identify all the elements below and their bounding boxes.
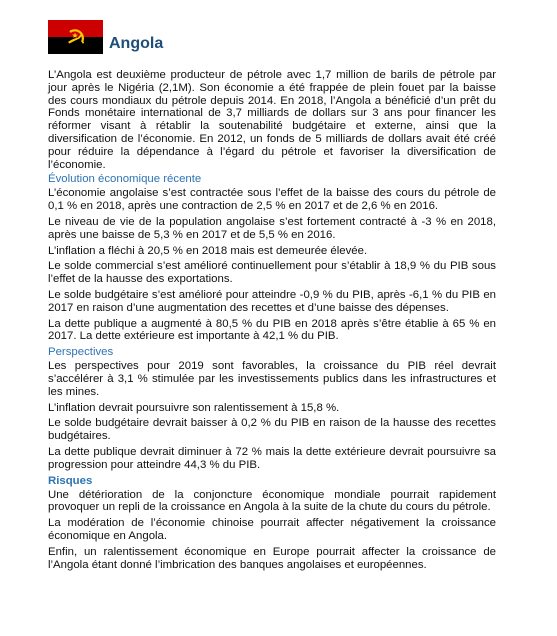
paragraph: La modération de l’économie chinoise pourrait affecter négativement la croissance économique en Angola. [48,517,496,542]
paragraph: L’économie angolaise s’est contractée sous l’effet de la baisse des cours du pétrole de 0,1 % en 2018, après une contraction de 2,5 % en 2017 et de 2,6 % en 2016. [48,187,496,213]
section-heading-evolution: Évolution économique récente [48,173,202,186]
angola-flag-icon [48,20,103,54]
paragraph: La dette publique devrait diminuer à 72 % mais la dette extérieure devrait poursuivre sa progression pour atteindre 44,3 % du PIB. [48,445,496,471]
section-heading-risques: Risques [48,474,93,487]
section-heading-perspectives: Perspectives [48,346,114,359]
paragraph: Le niveau de vie de la population angolaise s’est fortement contracté à -3 % en 2018, après une baisse de 5,3 % en 2017 et de 5,5 % en 2016. [48,215,496,241]
paragraph: L’inflation devrait poursuivre son ralentissement à 15,8 %. [48,401,340,414]
intro-paragraph: L’Angola est deuxième producteur de pétrole avec 1,7 million de barils de pétrole par jour après le Nigéria (2,1M). Son économie a été frappée de plein fouet par la baisse des cours mondiaux du pétrole depuis 2014. En 2018, l’Angola a bénéficié d’un prêt du Fonds monétaire international de 3,7 milliards de dollars sur 3 ans pour financer les réformer visant à rétablir la soutenabilité budgétaire et externe, ainsi que la diversification de l’économie. En 2012, un fonds de 5 milliards de dollars avait été créé pour réduire la dépendance à l’égard du pétrole et favoriser la diversification de l’économie. [48,69,496,171]
page-title: Angola [109,35,164,52]
paragraph: Le solde commercial s’est amélioré continuellement pour s’établir à 18,9 % du PIB sous l’effet de la hausse des exportations. [48,260,496,286]
paragraph: Le solde budgétaire devrait baisser à 0,2 % du PIB en raison de la hausse des recettes budgétaires. [48,417,496,443]
country-header [48,14,163,54]
paragraph: Les perspectives pour 2019 sont favorables, la croissance du PIB réel devrait s’accélérer à 3,1 % stimulée par les investissements publics dans les infrastructures et les mines. [48,360,496,398]
paragraph: Le solde budgétaire s’est amélioré pour atteindre -0,9 % du PIB, après -6,1 % du PIB en 2017 en raison d’une augmentation des recettes et d’une baisse des dépenses. [48,288,496,314]
report-body [48,69,496,574]
paragraph: Une détérioration de la conjoncture économique mondiale pourrait rapidement provoquer un repli de la croissance en Angola à la suite de la chute du cours du pétrole. [48,488,496,514]
paragraph: L’inflation a fléchi à 20,5 % en 2018 mais est demeurée élevée. [48,244,368,257]
paragraph: La dette publique a augmenté à 80,5 % du PIB en 2018 après s’être établie à 65 % en 2017. La dette extérieure est importante à 42,1 % du PIB. [48,317,496,343]
paragraph: Enfin, un ralentissement économique en Europe pourrait affecter la croissance de l’Angola étant donné l’imbrication des banques angolaises et européennes. [48,545,496,571]
